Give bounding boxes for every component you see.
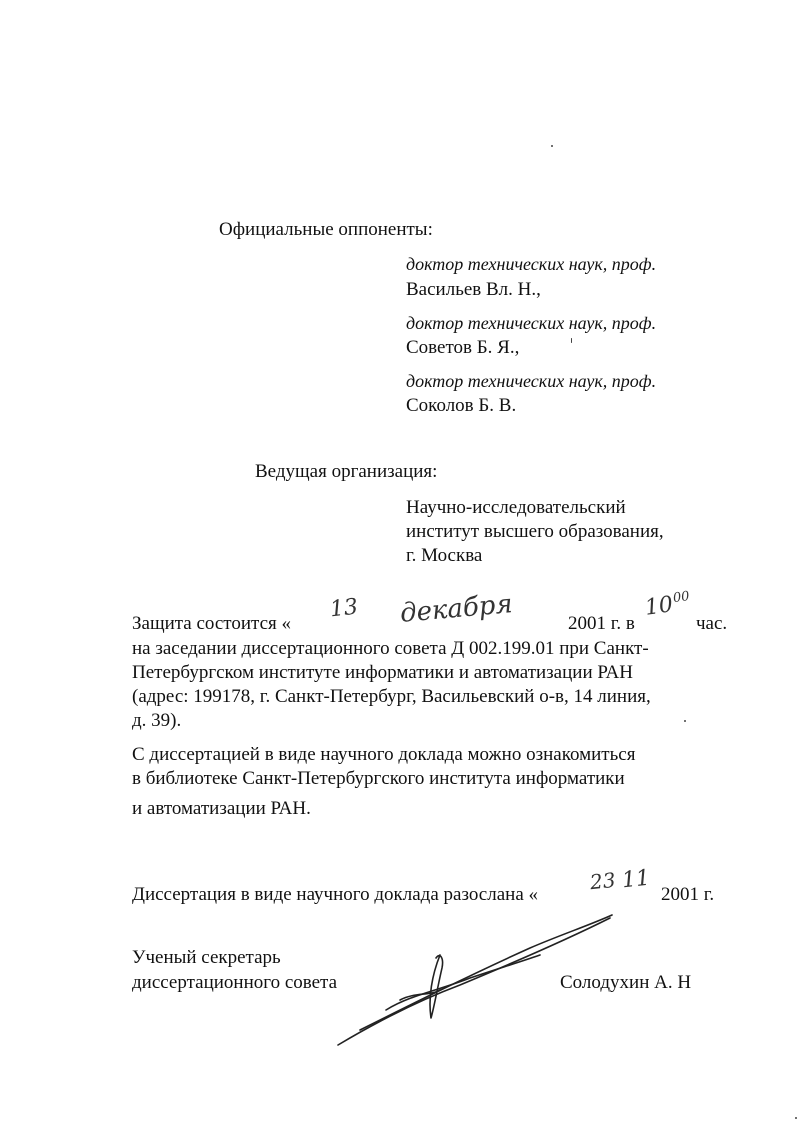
defense-day-handwritten: 13 bbox=[328, 594, 360, 623]
opponent-1-name: Васильев Вл. Н., bbox=[406, 279, 541, 300]
defense-prefix: Защита состоится « bbox=[132, 613, 291, 634]
library-line-2: в библиотеке Санкт-Петербургского института информатики bbox=[132, 768, 625, 789]
defense-year: 2001 г. в bbox=[568, 613, 635, 634]
defense-month-handwritten: декабря bbox=[398, 589, 514, 629]
organization-line-2: институт высшего образования, bbox=[406, 521, 664, 542]
defense-hours-suffix: час. bbox=[696, 613, 728, 634]
defense-time-minutes-handwritten: 00 bbox=[672, 588, 691, 607]
organization-heading: Ведущая организация: bbox=[255, 461, 438, 482]
sent-month-handwritten: 11 bbox=[620, 865, 652, 894]
secretary-title-line-2: диссертационного совета bbox=[132, 972, 338, 993]
scan-speck bbox=[684, 720, 686, 722]
opponent-3-title: доктор технических наук, проф. bbox=[406, 371, 657, 391]
sent-day-handwritten: 23 bbox=[588, 867, 617, 895]
scan-speck bbox=[795, 1117, 797, 1119]
defense-line-4: (адрес: 199178, г. Санкт-Петербург, Васильевский о-в, 14 линия, bbox=[132, 686, 651, 707]
organization-line-3: г. Москва bbox=[406, 545, 483, 566]
library-line-1: С диссертацией в виде научного доклада можно ознакомиться bbox=[132, 744, 636, 765]
opponents-heading: Официальные оппоненты: bbox=[219, 219, 433, 240]
sent-prefix: Диссертация в виде научного доклада разослана « bbox=[132, 884, 539, 905]
organization-line-1: Научно-исследовательский bbox=[406, 497, 626, 518]
secretary-name: Солодухин А. Н bbox=[560, 972, 692, 993]
defense-line-2: на заседании диссертационного совета Д 002.199.01 при Санкт- bbox=[132, 638, 649, 659]
scan-speck bbox=[571, 338, 572, 343]
sent-year: 2001 г. bbox=[661, 884, 715, 905]
defense-line-5: д. 39). bbox=[132, 710, 182, 731]
opponent-1-title: доктор технических наук, проф. bbox=[406, 254, 657, 274]
secretary-title-line-1: Ученый секретарь bbox=[132, 947, 281, 968]
library-line-3: и автоматизации РАН. bbox=[132, 798, 311, 819]
defense-time-handwritten: 10 bbox=[643, 592, 675, 621]
opponent-3-name: Соколов Б. В. bbox=[406, 395, 517, 416]
opponent-2-title: доктор технических наук, проф. bbox=[406, 313, 657, 333]
defense-line-3: Петербургском институте информатики и автоматизации РАН bbox=[132, 662, 633, 683]
opponent-2-name: Советов Б. Я., bbox=[406, 337, 520, 358]
scan-speck bbox=[551, 145, 553, 147]
